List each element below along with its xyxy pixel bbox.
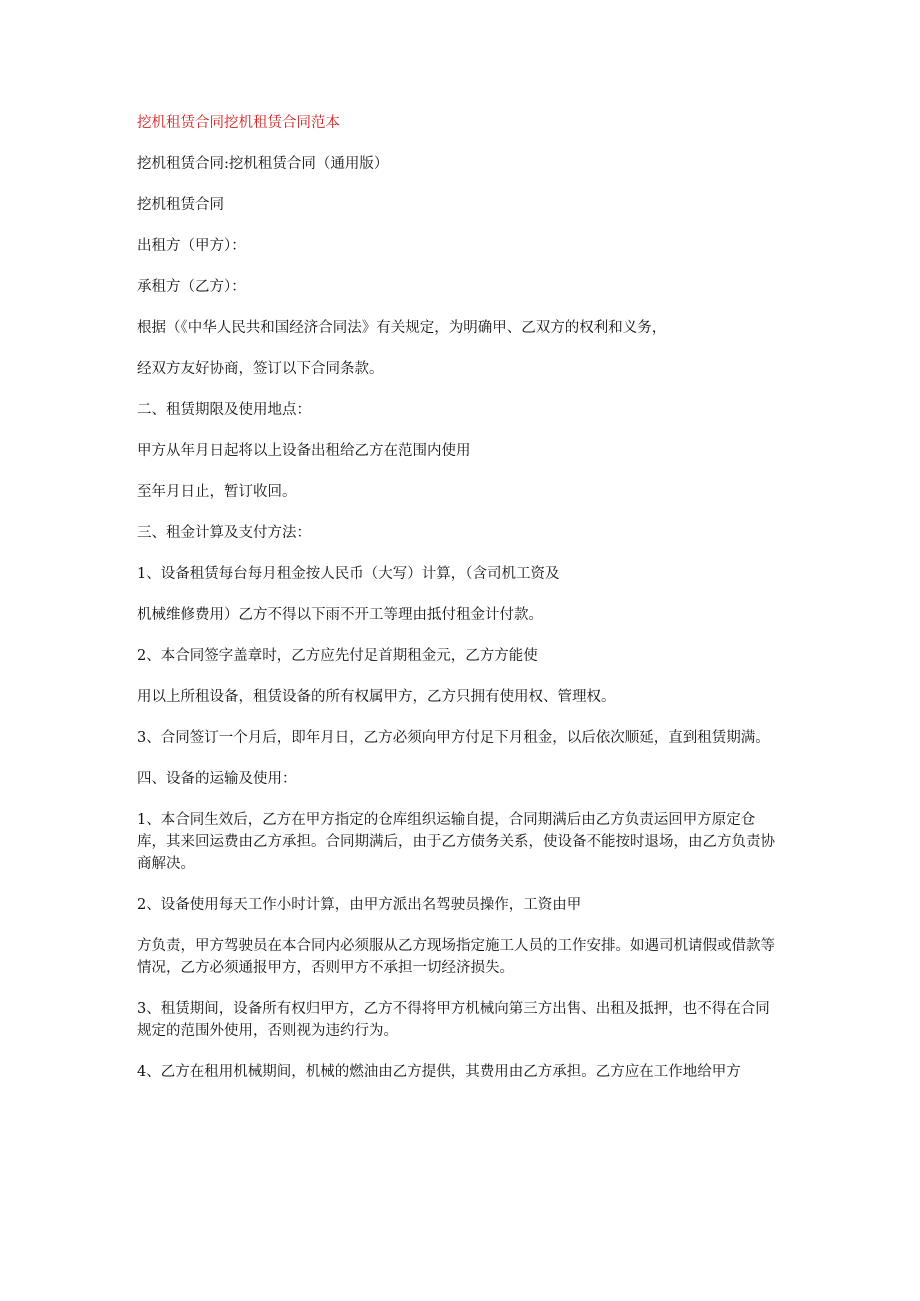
- paragraph-transport-4: 4、乙方在租用机械期间，机械的燃油由乙方提供，其费用由乙方承担。乙方应在工作地给甲方: [137, 1064, 741, 1080]
- paragraph-rent-3: 3、合同签订一个月后，即年月日，乙方必须向甲方付足下月租金，以后依次顺延，直到租赁期满。: [137, 730, 770, 746]
- paragraph-rent-1-cont: 机械维修费用）乙方不得以下雨不开工等理由抵付租金计付款。: [137, 607, 543, 623]
- paragraph-preamble: 根据（《中华人民共和国经济合同法》有关规定，为明确甲、乙双方的权利和义务，: [137, 320, 667, 336]
- paragraph-term-start: 甲方从年月日起将以上设备出租给乙方在范围内使用: [137, 443, 471, 459]
- paragraph-lessee: 承租方（乙方）：: [137, 279, 246, 295]
- paragraph-rent-1: 1、设备租赁每台每月租金按人民币（大写）计算，（含司机工资及: [137, 566, 560, 582]
- paragraph-term-end: 至年月日止，暂订收回。: [137, 484, 297, 500]
- paragraph-transport-3: 3、租赁期间，设备所有权归甲方，乙方不得将甲方机械向第三方出售、出租及抵押，也不得在合同规定的范围外使用，否则视为违约行为。: [137, 1001, 770, 1039]
- paragraph-lessor: 出租方（甲方）：: [137, 238, 246, 254]
- paragraph-subtitle: 挖机租赁合同:挖机租赁合同（通用版）: [137, 156, 389, 172]
- section-heading-term: 二、租赁期限及使用地点：: [137, 402, 311, 418]
- paragraph-transport-1: 1、本合同生效后，乙方在甲方指定的仓库组织运输自提，合同期满后由乙方负责运回甲方原定仓库，其来回运费由乙方承担。合同期满后，由于乙方债务关系，使设备不能按时退场，由乙方负责协商解决。: [137, 812, 775, 872]
- paragraph-contract-name: 挖机租赁合同: [137, 197, 224, 213]
- paragraph-rent-2-cont: 用以上所租设备，租赁设备的所有权属甲方，乙方只拥有使用权、管理权。: [137, 689, 616, 705]
- document-title: 挖机租赁合同挖机租赁合同范本: [137, 115, 340, 131]
- paragraph-preamble-cont: 经双方友好协商，签订以下合同条款。: [137, 361, 384, 377]
- document-body: [137, 112, 782, 1102]
- section-heading-transport: 四、设备的运输及使用：: [137, 771, 297, 787]
- paragraph-transport-2: 2、设备使用每天工作小时计算，由甲方派出名驾驶员操作，工资由甲: [137, 897, 582, 913]
- paragraph-transport-2-cont: 方负责，甲方驾驶员在本合同内必须服从乙方现场指定施工人员的工作安排。如遇司机请假或借款等情况，乙方必须通报甲方，否则甲方不承担一切经济损失。: [137, 938, 775, 976]
- section-heading-rent: 三、租金计算及支付方法：: [137, 525, 311, 541]
- paragraph-rent-2: 2、本合同签字盖章时，乙方应先付足首期租金元，乙方方能使: [137, 648, 538, 664]
